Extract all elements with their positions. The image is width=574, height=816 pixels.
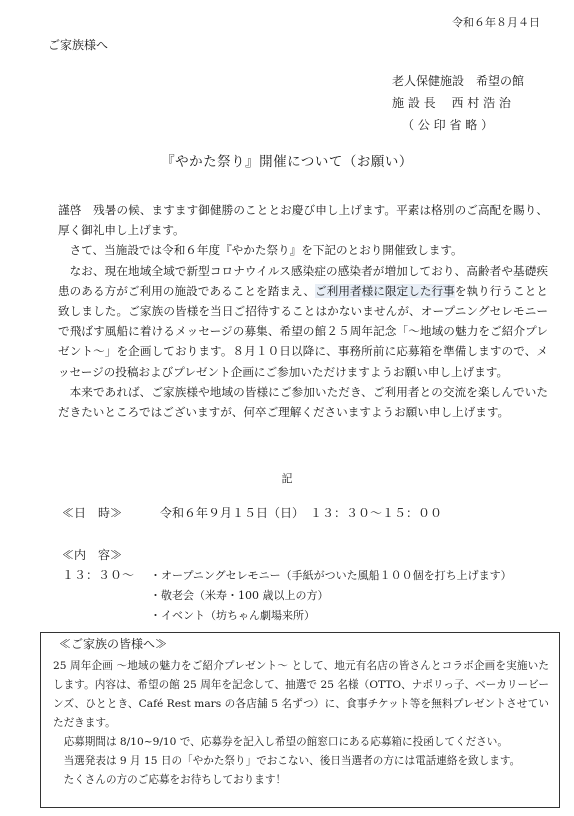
body-paragraph-closing: 本来であれば、ご家族様や地域の皆様にご参加いただき、ご利用者との交流を楽しんでいただきたいところではございますが、何卒ご理解くださいますようお願い申し上げます。 <box>58 384 548 420</box>
covid-notice-text-a: なお、現在地域全域で新型コロナウイルス感染症の感染者が増加しており、高齢者や基礎疾患のある方がご利用の施設であることを踏まえ、 <box>58 263 548 298</box>
body-paragraph-covid-notice <box>58 261 548 382</box>
highlighted-phrase: ご利用者様に限定した行事 <box>315 283 455 298</box>
content-label: ≪内 容≫ <box>62 548 123 562</box>
program-list <box>150 566 512 626</box>
body-paragraph-announcement: さて、当施設では令和６年度『やかた祭り』を下記のとおり開催致します。 <box>69 243 463 258</box>
notice-title: ≪ご家族の皆様へ≫ <box>59 637 168 651</box>
addressee: ご家族様へ <box>48 38 109 52</box>
start-time: １３：３０～ <box>62 568 135 582</box>
date-label: ≪日 時≫ <box>62 506 123 520</box>
notice-paragraph-announcement: 当選発表は 9 月 15 日の「やかた祭り」でおこない、後日当選者の方には電話連絡を致します。 <box>63 755 521 767</box>
letter-body <box>58 200 548 422</box>
sender-block <box>392 70 524 136</box>
program-item-event: ・イベント（坊ちゃん劇場来所） <box>150 609 315 622</box>
date-value: 令和６年９月１５日（日） １３：３０～１５：００ <box>160 506 443 520</box>
notice-paragraph-period: 応募期間は 8/10~9/10 で、応募券を記入し希望の館窓口にある応募箱に投函してください。 <box>63 736 508 748</box>
program-item-opening: ・オープニングセレモニー（手紙がついた風船１００個を打ち上げます） <box>150 569 512 582</box>
body-paragraph-greeting: 謹啓 残暑の候、ますます御健勝のこととお慶び申し上げます。平素は格別のご高配を賜り、厚く御礼申し上げます。 <box>58 203 548 238</box>
notice-paragraph-campaign: 25 周年企画 ～地域の魅力をご紹介プレゼント～ として、地元有名店の皆さんとコラボ企画を実施いたします。内容は、希望の館 25 周年を記念して、抽選で 25 名様（OTTO、ナポリっ子、ベーカリービーンズ、ひととき、Café Rest mars の各店舗 5 名ずつ）に、食事チケット等を無料プレゼントさせていただきます。 <box>53 660 549 729</box>
notice-body <box>53 657 549 790</box>
family-notice-box <box>40 632 560 808</box>
letter-date: 令和６年８月４日 <box>452 16 540 29</box>
sender-director: 施 設 長 西 村 浩 治 <box>392 96 511 110</box>
covid-notice-text-b: を執り行うことと致しました。ご家族の皆様を当日ご招待することはかないませんが、オープニングセレモニーで飛ばす風船に着けるメッセージの募集、希望の館２５周年記念「～地域の魅力をご紹介プレゼント～」を企画しております。８月１０日以降に、事務所前に応募箱を準備しますので、メッセージの投稿およびプレゼント企画にご参加いただけますようお願い申し上げます。 <box>58 283 548 379</box>
sender-facility: 老人保健施設 希望の館 <box>392 74 525 88</box>
ki-heading: 記 <box>281 472 293 485</box>
letter-title: 『やかた祭り』開催について（お願い） <box>161 154 413 170</box>
notice-paragraph-closing: たくさんの方のご応募をお待ちしております！ <box>63 774 287 786</box>
sender-seal-omitted: （ 公 印 省 略 ） <box>402 118 494 132</box>
program-item-keirokai: ・敬老会（米寿・100 歳以上の方） <box>150 589 329 602</box>
